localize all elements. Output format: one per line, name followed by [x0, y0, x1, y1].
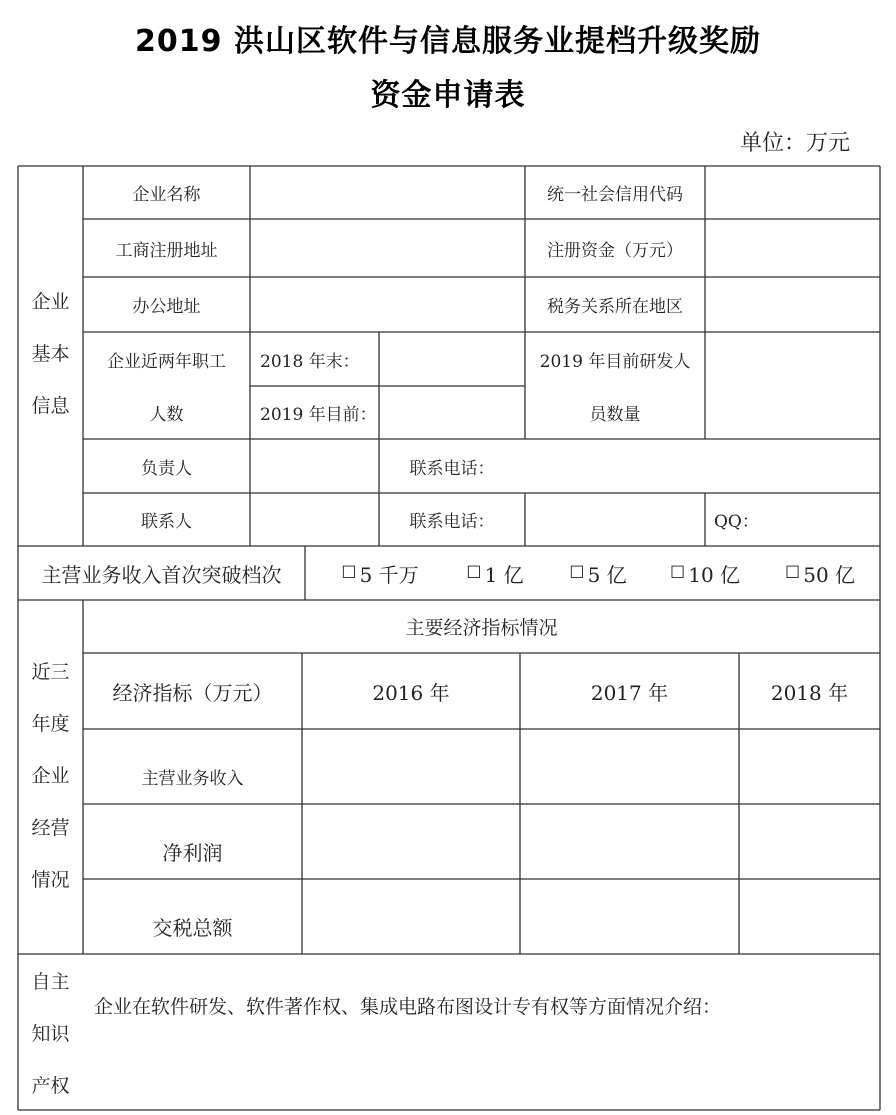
- field-profit-2017[interactable]: [520, 804, 739, 879]
- option-tier-1yi[interactable]: ☐ 1 亿: [466, 562, 524, 587]
- field-revenue-2016[interactable]: [302, 729, 520, 804]
- option-tier-10yi[interactable]: ☐ 10 亿: [669, 562, 741, 587]
- field-phone-2[interactable]: [525, 493, 705, 546]
- field-tax-region[interactable]: [705, 277, 880, 332]
- field-phone-1[interactable]: [525, 439, 880, 493]
- unit-label: 单位：万元: [739, 131, 850, 156]
- field-reg-capital[interactable]: [705, 219, 880, 277]
- section-label-basic-info: 企业 基本 信息: [31, 291, 70, 417]
- checkbox-icon: ☐: [784, 563, 801, 583]
- section-label-ip: 自主 知识 产权: [31, 971, 70, 1097]
- field-ip-description[interactable]: [83, 1030, 880, 1108]
- field-responsible[interactable]: [250, 439, 379, 493]
- field-staff-2018[interactable]: [379, 332, 525, 386]
- label-staff-line-1: 企业近两年职工: [107, 351, 226, 372]
- label-staff-line-2: 人数: [149, 405, 184, 425]
- label-qq: QQ：: [714, 512, 759, 532]
- checkbox-icon: ☐: [669, 563, 686, 583]
- label-reg-address: 工商注册地址: [115, 240, 218, 261]
- checkbox-icon: ☐: [569, 563, 585, 583]
- section-label-economics: 近三 年度 企业 经营 情况: [31, 661, 70, 891]
- label-reg-capital: 注册资金（万元）: [547, 240, 683, 261]
- field-rd-staff[interactable]: [705, 332, 880, 439]
- label-rd-line-1: 2019 年目前研发人: [539, 351, 691, 372]
- field-credit-code[interactable]: [705, 166, 880, 219]
- option-tier-5yi[interactable]: ☐ 5 亿: [569, 562, 627, 587]
- label-tax-region: 税务关系所在地区: [547, 297, 683, 317]
- row-label-main-revenue: 主营业务收入: [141, 769, 244, 789]
- label-office-address: 办公地址: [132, 297, 201, 317]
- ip-prompt: 企业在软件研发、软件著作权、集成电路布图设计专有权等方面情况介绍：: [94, 995, 722, 1018]
- option-tier-5000w[interactable]: ☐ 5 千万: [341, 562, 419, 587]
- label-contact: 联系人: [141, 512, 192, 532]
- field-revenue-2017[interactable]: [520, 729, 739, 804]
- field-staff-2019[interactable]: [379, 386, 525, 439]
- label-phone-2: 联系电话：: [409, 512, 495, 532]
- label-credit-code: 统一社会信用代码: [547, 185, 683, 205]
- field-revenue-2018[interactable]: [739, 729, 880, 804]
- field-tax-2016[interactable]: [302, 879, 520, 954]
- label-rd-line-2: 员数量: [589, 405, 641, 425]
- form-title-line-2: 资金申请表: [370, 78, 526, 113]
- col-year-2017: 2017 年: [590, 680, 669, 705]
- label-staff-2019: 2019 年目前：: [260, 405, 377, 425]
- field-tax-2017[interactable]: [520, 879, 739, 954]
- form-title-line-1: 2019 洪山区软件与信息服务业提档升级奖励: [135, 24, 761, 59]
- field-tax-2018[interactable]: [739, 879, 880, 954]
- option-tier-50yi[interactable]: ☐ 50 亿: [784, 562, 856, 587]
- field-reg-address[interactable]: [250, 219, 525, 277]
- label-company-name: 企业名称: [132, 185, 201, 205]
- field-profit-2016[interactable]: [302, 804, 520, 879]
- row-label-net-profit: 净利润: [162, 841, 223, 865]
- label-responsible: 负责人: [141, 458, 192, 479]
- col-indicator: 经济指标（万元）: [112, 680, 273, 705]
- label-staff-2018: 2018 年末：: [260, 351, 360, 372]
- col-year-2018: 2018 年: [770, 680, 849, 705]
- label-phone-1: 联系电话：: [409, 458, 495, 479]
- field-office-address[interactable]: [250, 277, 525, 332]
- row-label-tax-total: 交税总额: [152, 916, 233, 940]
- label-revenue-tier: 主营业务收入首次突破档次: [41, 562, 282, 587]
- checkbox-icon: ☐: [466, 563, 482, 583]
- field-contact[interactable]: [250, 493, 379, 546]
- col-year-2016: 2016 年: [372, 680, 450, 705]
- economics-header: 主要经济指标情况: [405, 617, 558, 639]
- field-company-name[interactable]: [250, 166, 525, 219]
- field-profit-2018[interactable]: [739, 804, 880, 879]
- checkbox-icon: ☐: [341, 563, 357, 583]
